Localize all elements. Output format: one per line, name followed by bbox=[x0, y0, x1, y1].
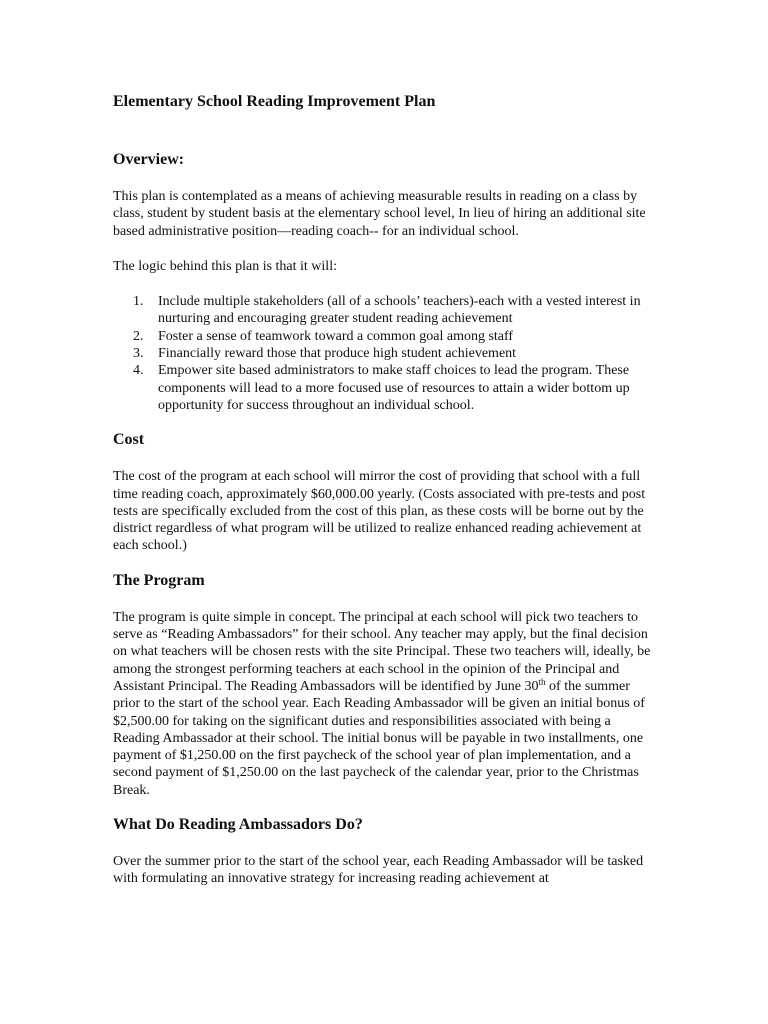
list-item-text: Financially reward those that produce high student achievement bbox=[158, 346, 517, 362]
ambassadors-heading: What Do Reading Ambassadors Do? bbox=[113, 816, 363, 834]
ambassadors-paragraph: Over the summer prior to the start of the school year, each Reading Ambassador will be tasked with formulating an innovative strategy for increasing reading achievement at bbox=[113, 854, 644, 887]
list-item bbox=[113, 362, 658, 414]
cost-paragraph: The cost of the program at each school will mirror the cost of providing that school with a full time reading coach, approximately $60,000.00 yearly. (Costs associated with pre-tests and post tests are specifically excluded from the cost of this plan, as these costs will be borne out by the district regardless of what program will be utilized to realize enhanced reading achievement at each school.) bbox=[113, 469, 646, 554]
document-title: Elementary School Reading Improvement Plan bbox=[113, 93, 436, 110]
overview-paragraph: This plan is contemplated as a means of achieving measurable results in reading on a class by class, student by student basis at the elementary school level, In lieu of hiring an additional site based administrative position—reading coach-- for an individual school. bbox=[113, 189, 646, 239]
program-paragraph bbox=[113, 609, 658, 799]
program-text-start: The program is quite simple in concept. The principal at each school will pick two teachers to serve as “Reading Ambassadors” for their school. Any teacher may apply, but the final decision on what teachers will be chosen rests with the site Principal. These two teachers will, ideally, be among the strongest performing teachers at each school in the opinion of the Principal and Assistant Principal. The Reading Ambassadors will be identified by June 30 bbox=[113, 609, 651, 694]
document-page bbox=[113, 93, 658, 888]
date-superscript: th bbox=[538, 676, 546, 687]
list-item-number: 4. bbox=[133, 363, 144, 379]
list-item-text: Foster a sense of teamwork toward a common goal among staff bbox=[158, 328, 514, 344]
cost-heading: Cost bbox=[113, 431, 145, 449]
list-item bbox=[113, 345, 658, 362]
list-item-text: Include multiple stakeholders (all of a schools’ teachers)-each with a vested interest in nurturing and encouraging greater student reading achievement bbox=[158, 294, 641, 327]
logic-intro: The logic behind this plan is that it will: bbox=[113, 258, 337, 274]
list-item-text: Empower site based administrators to make staff choices to lead the program. These components will lead to a more focused use of resources to attain a wider bottom up opportunity for success throughout an individual school. bbox=[158, 363, 630, 413]
program-heading: The Program bbox=[113, 571, 205, 589]
list-item-number: 1. bbox=[133, 294, 144, 310]
program-text-end: of the summer prior to the start of the school year. Each Reading Ambassador will be given an initial bonus of $2,500.00 for taking on the significant duties and responsibilities associated with being a Reading Ambassador at their school. The initial bonus will be payable in two installments, one payment of $1,250.00 on the first paycheck of the school year of plan implementation, and a second payment of $1,250.00 on the last paycheck of the calendar year, prior to the Christmas Break. bbox=[113, 678, 645, 798]
list-item bbox=[113, 328, 658, 345]
list-item bbox=[113, 293, 658, 328]
overview-heading: Overview: bbox=[113, 151, 185, 168]
list-item-number: 2. bbox=[133, 328, 144, 344]
goals-list bbox=[113, 293, 658, 414]
list-item-number: 3. bbox=[133, 346, 144, 362]
